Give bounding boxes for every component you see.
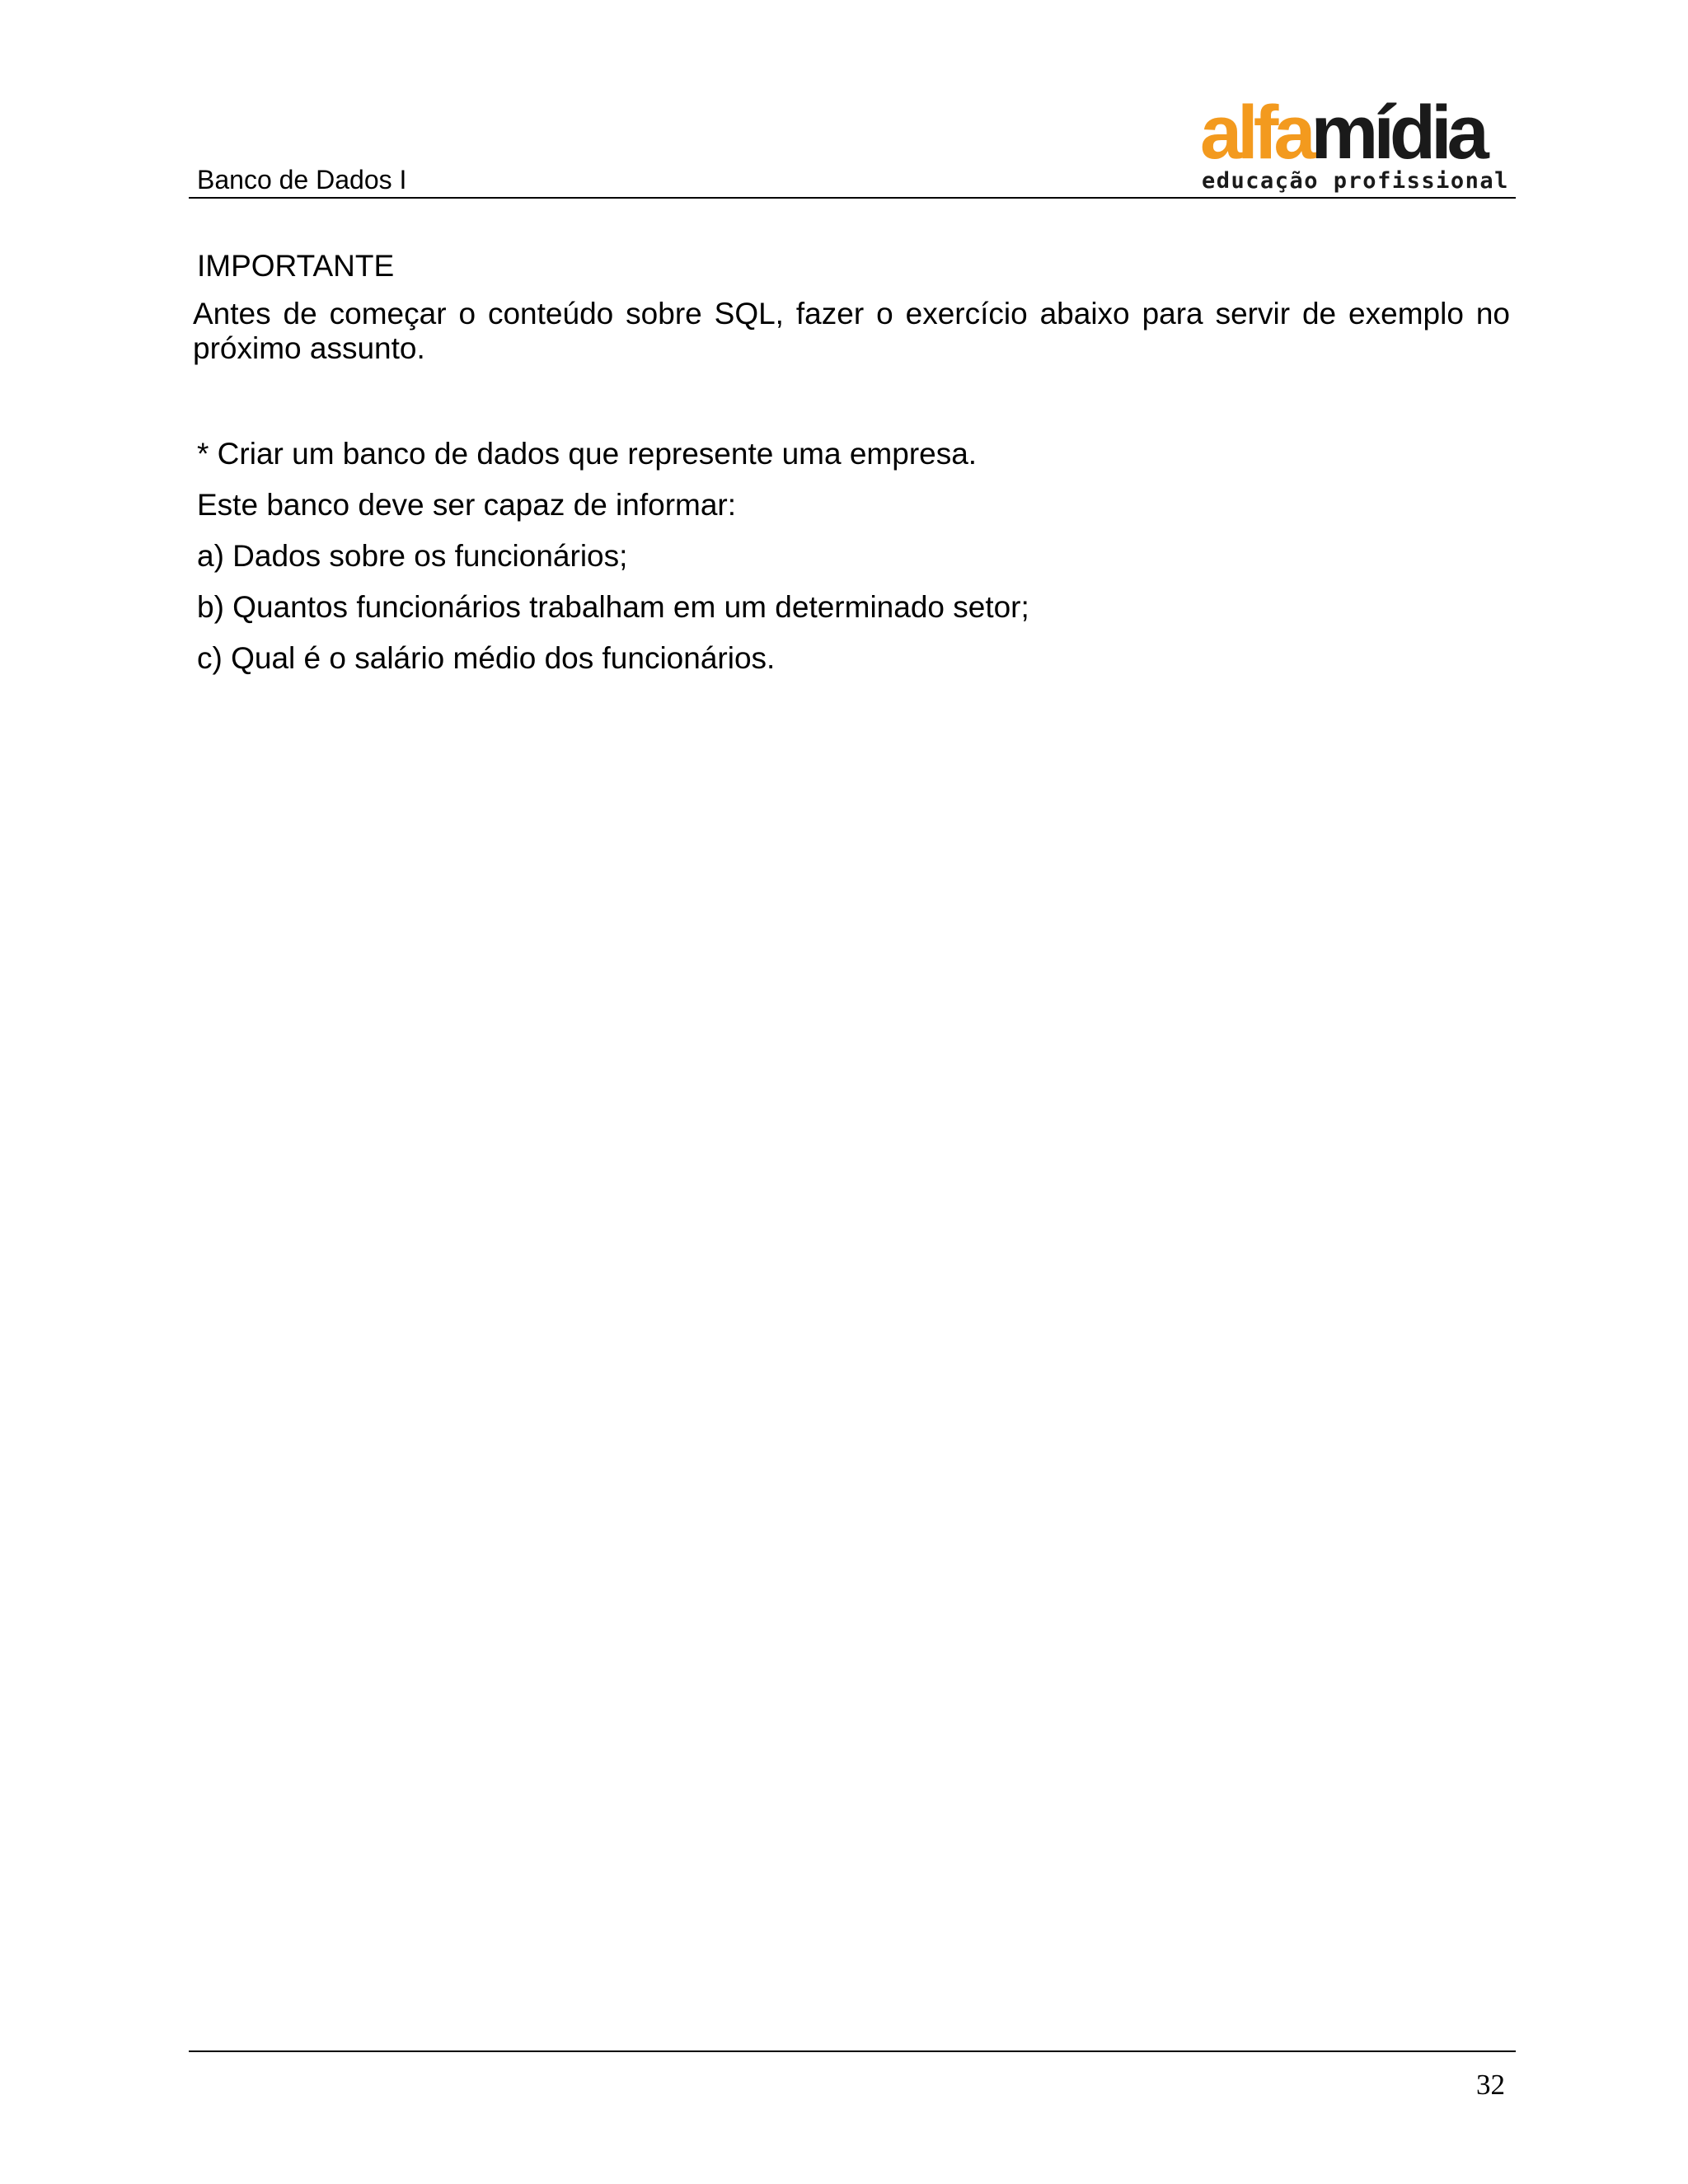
logo-brand-part1: alfa [1200,91,1311,175]
logo-brand-part2: mídia [1311,91,1484,175]
exercise-requirement: Este banco deve ser capaz de informar: [197,488,737,522]
intro-paragraph: Antes de começar o conteúdo sobre SQL, fazer o exercício abaixo para servir de exemplo no próximo assunto. [193,297,1510,365]
page-content [193,246,1510,689]
list-item-b: b) Quantos funcionários trabalham em um determinado setor; [197,590,1029,624]
page-header [189,91,1516,198]
list-item-a: a) Dados sobre os funcionários; [197,539,628,573]
section-heading: IMPORTANTE [197,249,395,283]
list-item-c: c) Qual é o salário médio dos funcionários. [197,641,776,675]
header-divider [189,197,1516,199]
footer-divider [189,2050,1516,2052]
alfamidia-logo [1198,91,1516,194]
page-number: 32 [1476,2069,1505,2101]
logo-tagline: educação profissional [1202,168,1509,194]
header-title: Banco de Dados I [197,165,407,194]
paragraph-spacer [197,366,1510,434]
exercise-statement: * Criar um banco de dados que represente uma empresa. [197,437,978,471]
logo-wordmark [1200,91,1490,175]
